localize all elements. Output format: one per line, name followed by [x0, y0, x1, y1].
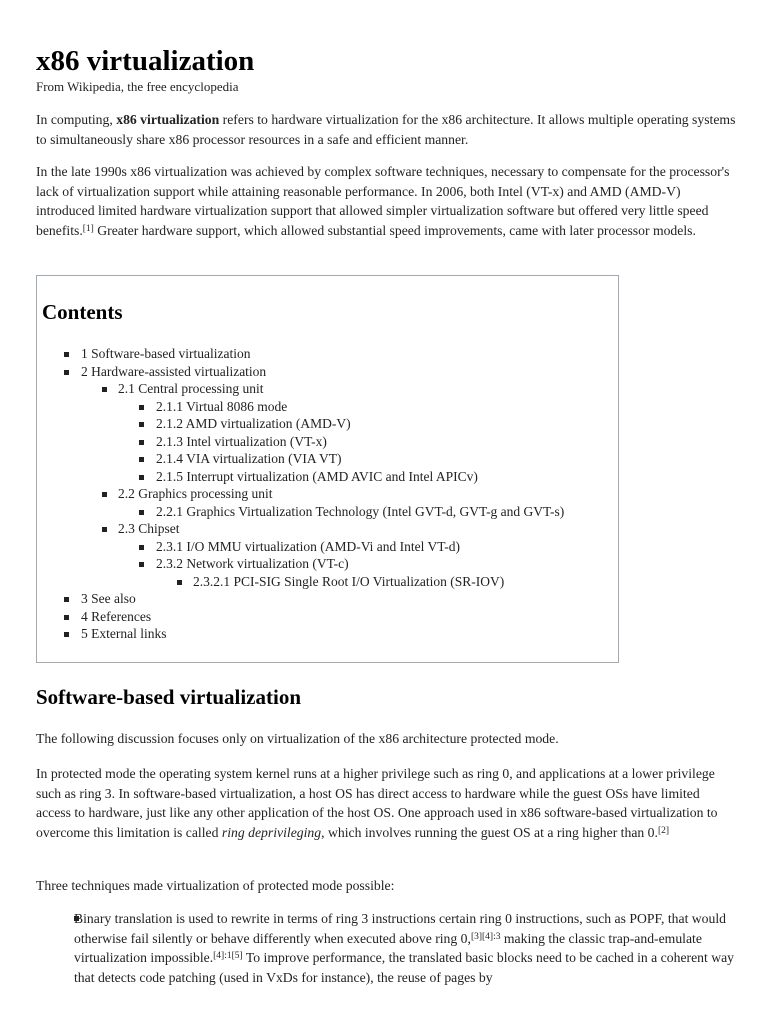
intro-paragraph-1 — [36, 110, 736, 149]
toc-list — [37, 345, 618, 643]
list-item-text — [74, 909, 736, 987]
toc-item-label[interactable]: 2.3.2.1 PCI-SIG Single Root I/O Virtualization (SR-IOV) — [193, 573, 505, 589]
bullet-icon — [64, 352, 69, 357]
toc-item-label[interactable]: 2.1.1 Virtual 8086 mode — [156, 398, 288, 414]
bullet-icon — [64, 370, 69, 375]
toc-item[interactable] — [37, 468, 618, 486]
intro-p1-bold-term: x86 virtualization — [116, 112, 220, 127]
toc-item-label[interactable]: 2.1 Central processing unit — [118, 381, 264, 396]
toc-item[interactable] — [37, 590, 618, 608]
intro-p1-before: In computing, — [36, 112, 117, 127]
list-item-text-a: Binary translation is used to rewrite in terms of ring 3 instructions certain ring 0 instructions, such as POPF, that would otherwise fail silently or behave differently when executed above ring 0, — [74, 911, 727, 946]
toc-item-label[interactable]: 2.1.3 Intel virtualization (VT-x) — [156, 433, 327, 449]
page-tagline: From Wikipedia, the free encyclopedia — [36, 79, 239, 94]
toc-item-label[interactable]: 5 External links — [81, 626, 167, 641]
citation-link-2[interactable]: [2] — [657, 825, 670, 836]
intro-paragraph-2 — [36, 162, 736, 240]
table-of-contents — [36, 275, 619, 663]
toc-item[interactable] — [37, 485, 618, 503]
bullet-icon — [139, 510, 144, 515]
section-p2-italic-term: ring deprivileging — [221, 824, 322, 840]
toc-item[interactable] — [37, 625, 618, 643]
toc-item[interactable] — [37, 363, 618, 381]
toc-item[interactable] — [37, 433, 618, 451]
toc-item[interactable] — [37, 520, 618, 538]
bullet-icon — [102, 527, 107, 532]
bullet-icon — [139, 475, 144, 480]
toc-item[interactable] — [37, 555, 618, 573]
citation-link-3[interactable]: [3][4]:3 — [470, 931, 501, 942]
citation-link-4[interactable]: [4]:1[5] — [213, 951, 243, 962]
toc-item-label[interactable]: 1 Software-based virtualization — [81, 346, 251, 361]
toc-item-label[interactable]: 2.3.2 Network virtualization (VT-c) — [156, 556, 349, 571]
bullet-icon — [139, 545, 144, 550]
intro-p2-before: In the late 1990s x86 virtualization was achieved by complex software techniques, necessary to compensate for the processor's lack of virtualization support while attaining reasonable performance. In 2006, both Intel (VT-x) and AMD (AMD-V) introduced limited hardware virtualization support that allowed simpler virtualization software but offered very little speed benefits. — [36, 164, 730, 238]
toc-item[interactable] — [37, 538, 618, 556]
bullet-icon — [64, 597, 69, 602]
section-paragraph-1: The following discussion focuses only on virtualization of the x86 architecture protected mode. — [36, 731, 559, 746]
toc-title: Contents — [42, 300, 123, 324]
toc-item[interactable] — [37, 380, 618, 398]
toc-item-label[interactable]: 2.2 Graphics processing unit — [118, 486, 273, 501]
bullet-icon — [139, 440, 144, 445]
toc-item-label[interactable]: 2.3.1 I/O MMU virtualization (AMD-Vi and Intel VT-d) — [156, 538, 461, 554]
toc-item-label[interactable]: 2 Hardware-assisted virtualization — [81, 363, 267, 379]
toc-item-label[interactable]: 2.3 Chipset — [118, 521, 180, 536]
bullet-icon — [139, 562, 144, 567]
section-p2-after: , which involves running the guest OS at a ring higher than 0. — [321, 824, 658, 840]
bullet-icon — [139, 422, 144, 427]
bullet-icon — [64, 632, 69, 637]
section-paragraph-2 — [36, 764, 736, 842]
list-item-text-b: making the classic trap-and-emulate virtualization impossible. — [74, 930, 702, 966]
intro-p2-after: Greater hardware support, which allowed substantial speed improvements, came with later processor models. — [93, 222, 696, 238]
toc-item[interactable] — [37, 345, 618, 363]
bullet-icon — [139, 457, 144, 462]
section-paragraph-3: Three techniques made virtualization of protected mode possible: — [36, 878, 395, 893]
section-p2-before: In protected mode the operating system kernel runs at a higher privilege such as ring 0, and applications at a lower privilege such as ring 3. In software-based virtualization, a host OS has direct access to hardware while the guest OSs have limited access to hardware, just like any other application of the host OS. One approach used in x86 software-based virtualization to overcome this limitation is called — [36, 766, 718, 840]
citation-link-1[interactable]: [1] — [82, 223, 94, 234]
page-title: x86 virtualization — [36, 45, 255, 77]
toc-item[interactable] — [37, 573, 618, 591]
toc-item[interactable] — [37, 450, 618, 468]
toc-item-label[interactable]: 2.1.5 Interrupt virtualization (AMD AVIC and Intel APICv) — [156, 468, 478, 484]
toc-item-label[interactable]: 3 See also — [81, 591, 136, 606]
bullet-icon — [139, 405, 144, 410]
bullet-icon — [177, 580, 182, 585]
bullet-icon — [102, 387, 107, 392]
toc-item[interactable] — [37, 415, 618, 433]
section-heading: Software-based virtualization — [36, 685, 302, 709]
bullet-icon — [64, 615, 69, 620]
bullet-icon — [102, 492, 107, 497]
toc-item[interactable] — [37, 608, 618, 626]
intro-p1-after: refers to hardware virtualization for the x86 architecture. It allows multiple operating systems to simultaneously share x86 processor resources in a safe and efficient manner. — [36, 112, 736, 147]
toc-item[interactable] — [37, 398, 618, 416]
list-item-text-c: To improve performance, the translated basic blocks need to be cached in a coherent way that detects code patching (used in VxDs for instance), the reuse of pages by — [74, 950, 735, 985]
toc-item[interactable] — [37, 503, 618, 521]
toc-item-label[interactable]: 2.1.2 AMD virtualization (AMD-V) — [156, 416, 351, 431]
toc-item-label[interactable]: 2.1.4 VIA virtualization (VIA VT) — [156, 451, 342, 466]
toc-item-label[interactable]: 2.2.1 Graphics Virtualization Technology (Intel GVT-d, GVT-g and GVT-s) — [156, 503, 565, 519]
toc-item-label[interactable]: 4 References — [81, 608, 152, 624]
